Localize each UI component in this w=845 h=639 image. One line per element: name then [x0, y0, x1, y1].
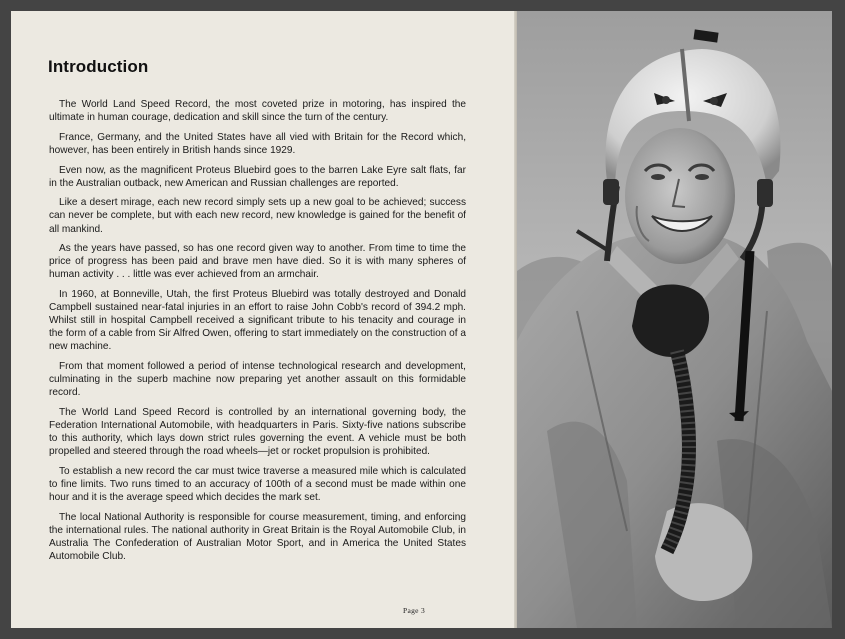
article-body [49, 98, 466, 570]
paragraph-10: The local National Authority is responsible for course measurement, timing, and enforcing the international rules. The national authority in Great Britain is the Royal Automobile Club, in Australia The Confederation of Australian Motor Sport, and in America the United States Automobile Club. [49, 511, 466, 563]
paragraph-6: In 1960, at Bonneville, Utah, the first Proteus Bluebird was totally destroyed and Donald Campbell sustained near-fatal injuries in an effort to raise John Cobb's record of 394.2 mph. Whilst still in hospital Campbell received a significant tribute to his tenacity and courage in the form of a cable from Sir Alfred Owen, offering to start immediately on the construction of a new machine. [49, 289, 466, 353]
left-page [11, 11, 516, 628]
page-number: Page 3 [403, 606, 426, 615]
paragraph-2: France, Germany, and the United States have all vied with Britain for the Record which, however, has been entirely in British hands since 1929. [49, 131, 466, 156]
face [625, 128, 735, 264]
paragraph-8: The World Land Speed Record is controlled by an international governing body, the Federation International Automobile, with headquarters in Paris. Sixty-five nations subscribe to this authority, which lays down strict rules governing the event. A vehicle must be both propelled and steered through the road wheels—jet or rocket propulsion is prohibited. [49, 407, 466, 458]
paragraph-1: The World Land Speed Record, the most coveted prize in motoring, has inspired the ultimate in human courage, dedication and skill since the turn of the century. [49, 99, 466, 124]
paragraph-7: From that moment followed a period of intense technological research and development, culminating in the superb machine now preparing yet another assault on this formidable record. [49, 361, 466, 399]
paragraph-5: As the years have passed, so has one record given way to another. From time to time the price of progress has been paid and brave men have died. So it is with many spheres of human activity . . . little was ever achieved from an armchair. [49, 243, 466, 281]
paragraph-3: Even now, as the magnificent Proteus Bluebird goes to the barren Lake Eyre salt flats, far in the Australian outback, new American and Russian challenges are reported. [49, 164, 466, 189]
portrait-illustration [517, 11, 832, 628]
paragraph-9: To establish a new record the car must twice traverse a measured mile which is calculated to fine limits. Two runs timed to an accuracy of 100th of a second must be made within one hour and it is the average speed which decides the mark set. [49, 466, 466, 504]
page-heading: Introduction [48, 57, 149, 76]
pilot-portrait-photo [517, 11, 832, 628]
paragraph-4: Like a desert mirage, each new record simply sets up a new goal to be achieved; success can never be complete, but with each new record, new knowledge is gained for the benefit of all mankind. [49, 197, 466, 235]
booklet-spread [11, 11, 832, 628]
